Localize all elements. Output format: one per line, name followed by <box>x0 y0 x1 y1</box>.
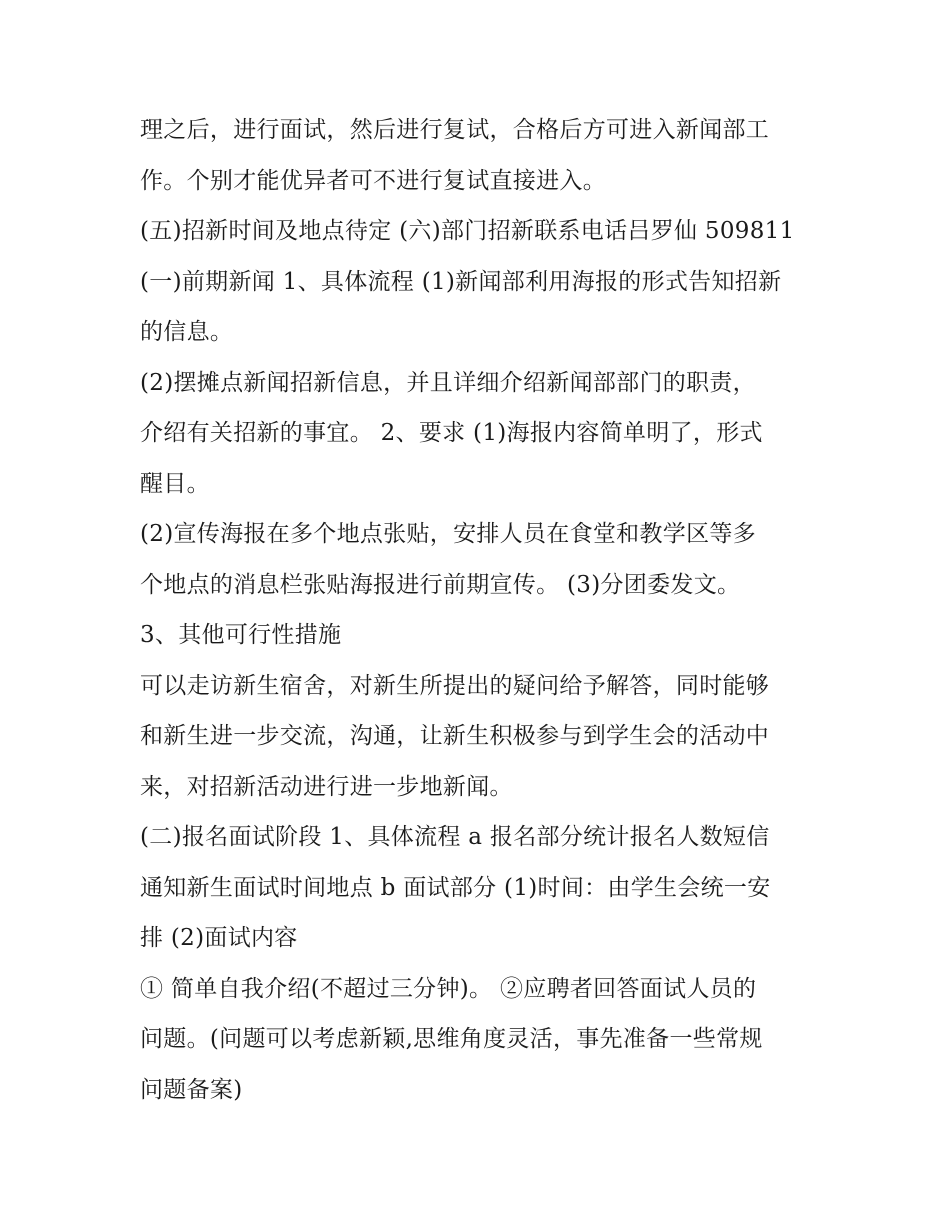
text-line: 个地点的消息栏张贴海报进行前期宣传。 (3)分团委发文。 <box>140 571 741 598</box>
text-line: 可以走访新生宿舍，对新生所提出的疑问给予解答，同时能够 <box>140 672 770 699</box>
text-line: (一)前期新闻 1、具体流程 (1)新闻部利用海报的形式告知招新 <box>140 268 782 295</box>
text-line: (五)招新时间及地点待定 (六)部门招新联系电话吕罗仙 509811 <box>140 218 795 244</box>
document-body <box>140 105 820 1115</box>
text-line: 排 (2)面试内容 <box>140 925 298 951</box>
section-heading: 3、其他可行性措施 <box>140 622 342 648</box>
text-line: 理之后，进行面试，然后进行复试，合格后方可进入新闻部工 <box>140 117 770 143</box>
text-line: (2)摆摊点新闻招新信息，并且详细介绍新闻部部门的职责， <box>140 369 756 396</box>
text-line: (2)宣传海报在多个地点张贴，安排人员在食堂和教学区等多 <box>140 521 756 547</box>
text-line: ① 简单自我介绍(不超过三分钟)。 ②应聘者回答面试人员的 <box>140 975 757 1002</box>
text-line: 醒目。 <box>140 470 210 497</box>
text-line: (二)报名面试阶段 1、具体流程 a 报名部分统计报名人数短信 <box>140 824 770 850</box>
text-line: 作。个别才能优异者可不进行复试直接进入。 <box>140 167 606 194</box>
text-line: 的信息。 <box>140 319 234 345</box>
text-line: 问题。(问题可以考虑新颖,思维角度灵活，事先准备一些常规 <box>140 1026 763 1052</box>
text-line: 问题备案) <box>140 1076 243 1103</box>
text-line: 和新生进一步交流，沟通，让新生积极参与到学生会的活动中 <box>140 723 770 749</box>
text-line: 来，对招新活动进行进一步地新闻。 <box>140 773 513 800</box>
text-line: 介绍有关招新的事宜。 2、要求 (1)海报内容简单明了，形式 <box>140 420 763 446</box>
text-line: 通知新生面试时间地点 b 面试部分 (1)时间：由学生会统一安 <box>140 874 771 901</box>
